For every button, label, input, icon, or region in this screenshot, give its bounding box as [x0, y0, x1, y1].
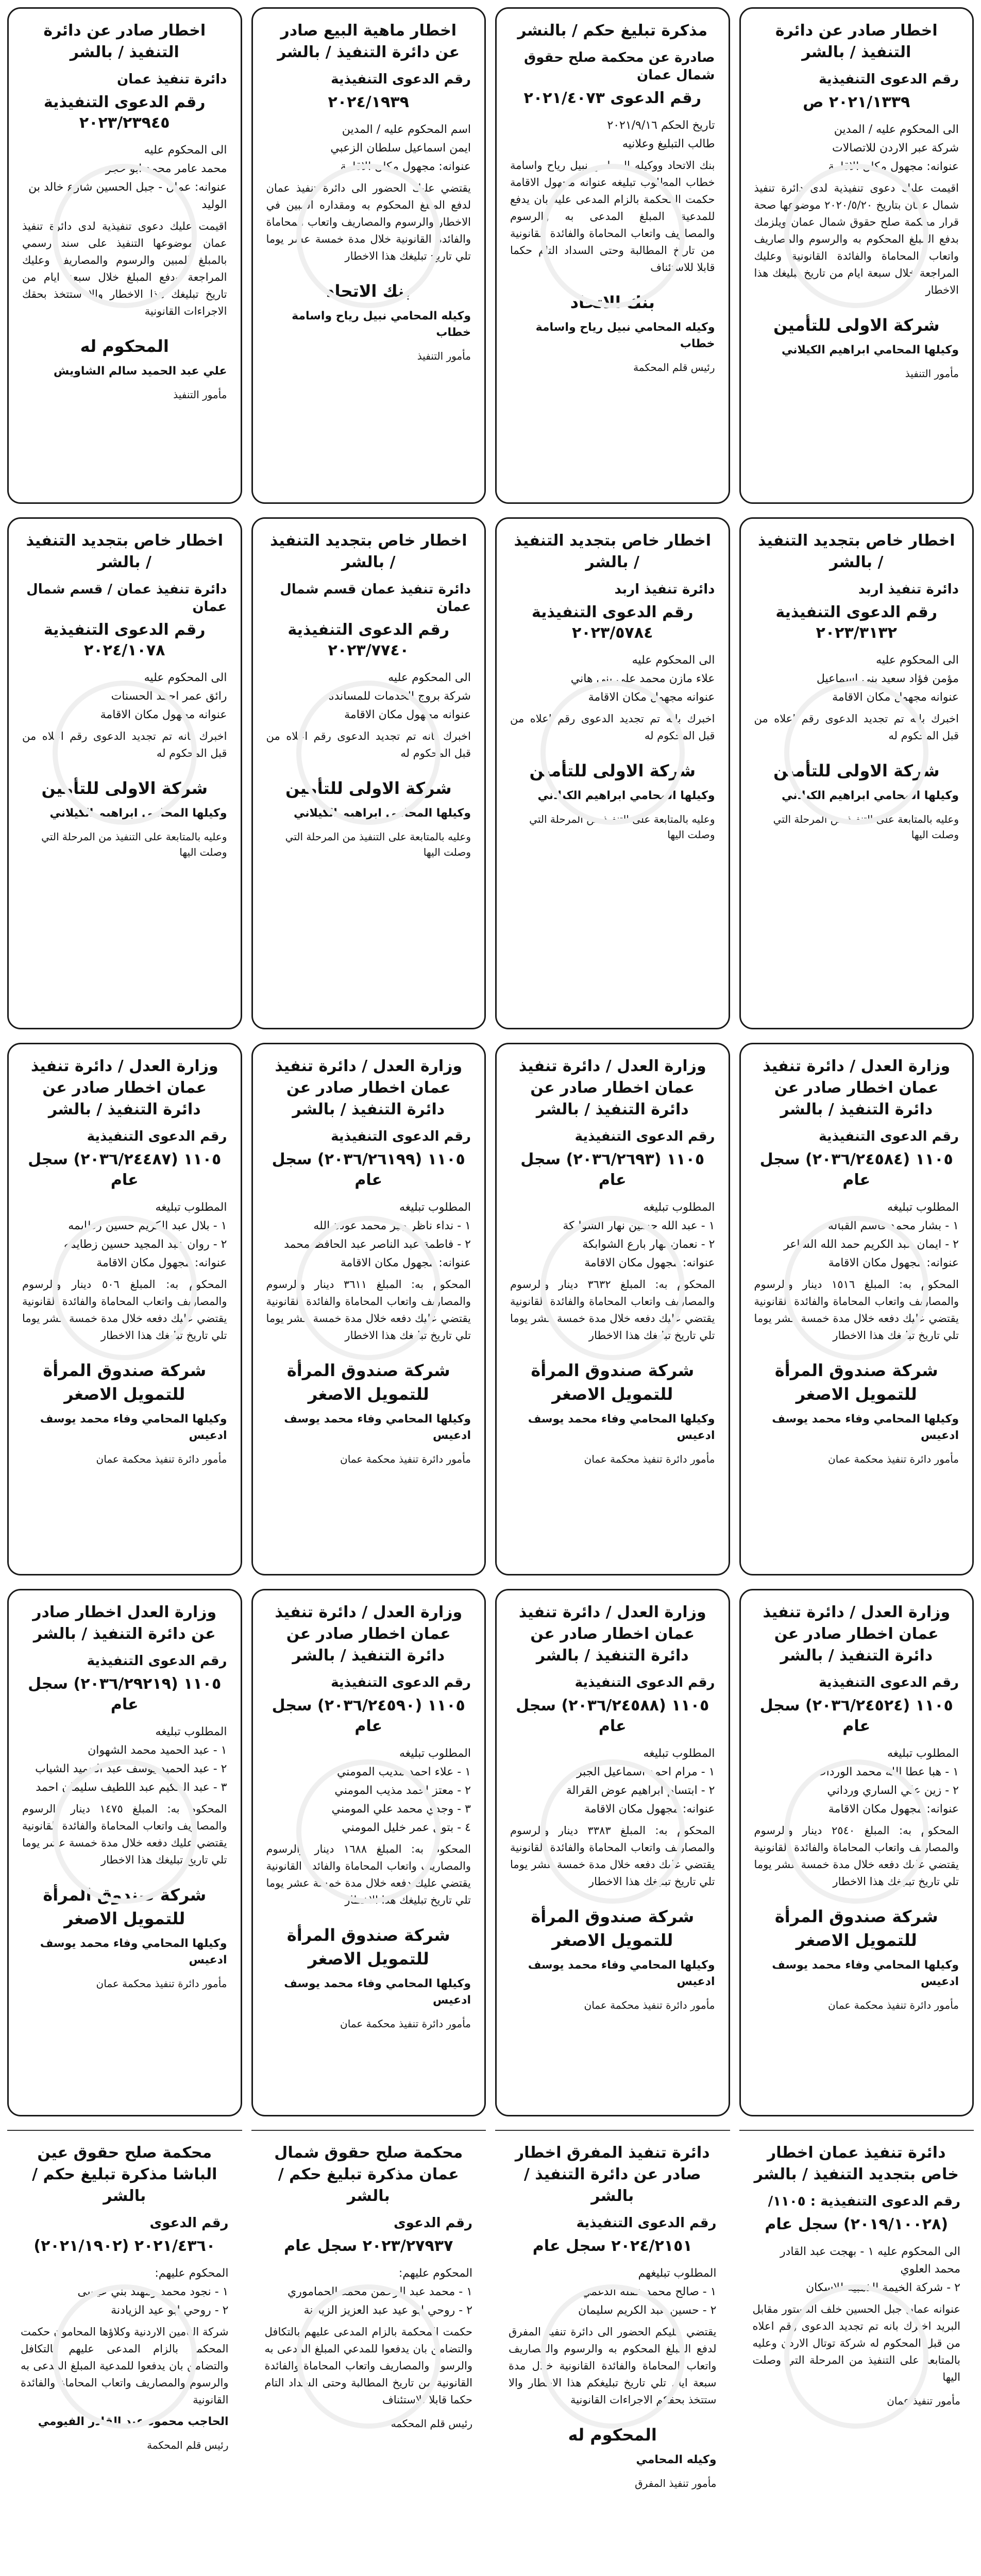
case-label: رقم الدعوى التنفيذية — [331, 1129, 471, 1144]
notice-heading: وزارة العدل اخطار صادر عن دائرة التنفيذ / بالشر — [32, 1603, 217, 1643]
notice-body: المحكوم به: المبلغ ٢٥٤٠ دينار والرسوم والمصاريف واتعاب المحاماة والفائدة القانونية يقتضي عليك دفعه خلال مدة خمسة عشر يوما تلي تاريخ تبليغك هذا الاخطار — [754, 1824, 959, 1888]
claimant-name: شركة الاولى للتأمين — [529, 761, 696, 781]
legal-notice — [495, 1043, 730, 1575]
party-line: المطلوب تبليغه — [155, 1201, 227, 1214]
claimant-name: شركة صندوق المرأة للتمويل الاصغر — [286, 1361, 450, 1404]
claimant-name: شركة الاولى للتأمين — [773, 761, 940, 781]
party-line: ٢ - ايمان عبد الكريم حمد الله الشاعر — [784, 1238, 959, 1251]
party-line: عنوانه: مجهول مكان الاقامة — [96, 1257, 227, 1269]
notice-heading: وزارة العدل / دائرة تنفيذ عمان اخطار صادر عن دائرة التنفيذ / بالشر — [518, 1057, 706, 1118]
party-line: ايمن اسماعيل سلطان الزعبي — [330, 142, 471, 155]
party-line: عنوانه مجهول مكان الاقامة — [588, 691, 715, 704]
case-number: ٢٠٢٤/٢١٥١ سجل عام — [532, 2237, 692, 2255]
case-number: ٢٠٢١/١٣٣٩ ص — [803, 93, 910, 111]
claimant-name: شركة صندوق المرأة للتمويل الاصغر — [774, 1361, 938, 1404]
notice-body: يقتضي عليكم الحضور الى دائرة تنفيذ المفرق لدفع المبلغ المحكوم به والرسوم والمصاريف واتعاب المحاماة والفائدة القانونية خلال مدة سبعة ايام تلي تاريخ تبليغكم هذا الاخطار والا ستتخذ بحقكم الاجراءات القانونية — [509, 2326, 717, 2406]
party-line: ١ - بشار محمد قاسم القبالة — [827, 1219, 959, 1232]
party-line: الى المحكوم عليه — [632, 654, 715, 667]
party-line: ٢ - شركة الخيمة الذهبية للاسكان — [805, 2281, 960, 2294]
lawyer-name: وكيله المحامي نبيل رياح واسامة خطاب — [292, 310, 471, 339]
lawyer-name: وكيلها المحامي وفاء محمد يوسف ادعيس — [772, 1959, 959, 1988]
party-line: شركة بروج الخدمات للمساندة — [328, 690, 471, 703]
notice-footer: مأمور دائرة تنفيذ محكمة عمان — [828, 1999, 959, 2011]
party-line: عنوانه: مجهول مكان الاقامة — [828, 1803, 959, 1816]
party-line: اسم المحكوم عليه / المدين — [342, 123, 471, 136]
lawyer-name: وكيلها المحامي وفاء محمد يوسف ادعيس — [284, 1977, 471, 2007]
party-line: ١ - عبد الله حسين نهار الشوابكة — [563, 1219, 715, 1232]
legal-notice — [251, 517, 486, 1029]
notice-body: اقيمت عليك دعوى تنفيذية لدى دائرة تنفيذ عمان موضوعها التنفيذ على سند رسمي بالمبلغ المبين والرسوم والمصاريف وعليك المراجعة ودفع المبلغ خلال سبعة ايام من تاريخ تبليغك هذا الاخطار والا ستتخذ بحقك الاجراءات القانونية — [22, 220, 227, 317]
case-number: رقم الدعوى التنفيذية ٢٠٢٣/٥٧٨٤ — [531, 603, 694, 642]
case-label: دائرة تنفيذ عمان / قسم شمال عمان — [26, 582, 227, 615]
party-line: ١ - عبد الحميد محمد الشهوان — [88, 1744, 227, 1757]
notice-heading: دائرة تنفيذ المفرق اخطار صادر عن دائرة التنفيذ / بالشر — [515, 2144, 710, 2205]
party-line: عنوانه مجهول مكان الاقامة — [832, 691, 959, 704]
legal-notice — [739, 517, 974, 1029]
case-number: ١١٠٥ (٢٠٣٦/٢٤٥٨٤) سجل عام — [759, 1150, 953, 1189]
case-number: ٢٠٢٤/١٩٣٩ — [328, 93, 409, 111]
lawyer-name: وكيلها المحامي ابراهيم الكيلاني — [781, 789, 959, 802]
notice-body: اخبرك بانه تم تجديد الدعوى رقم اعلاه من قبل المحكوم له — [266, 730, 471, 759]
case-number: ١١٠٥ (٢٠٣٦/٢٤٥٩٠) سجل عام — [272, 1697, 465, 1735]
case-label: رقم الدعوى — [393, 2215, 472, 2231]
party-line: عنوانه مجهول مكان الاقامة — [100, 708, 227, 721]
party-line: عنوانه: مجهول مكان الاقامة — [340, 160, 471, 173]
notice-footer: وعليه بالمتابعة على التنفيذ من المرحلة التي وصلت اليها — [773, 813, 959, 841]
claimant-name: المحكوم له — [80, 336, 169, 356]
legal-notice — [7, 7, 242, 504]
notice-heading: دائرة تنفيذ عمان اخطار خاص بتجديد التنفيذ / بالشر — [754, 2144, 959, 2183]
claimant-name: بنك الاتحاد — [570, 293, 655, 312]
legal-notice — [495, 517, 730, 1029]
party-line: ٢ - عبد الحميد يوسف عبد الحميد الشياب — [35, 1762, 227, 1775]
party-line: ١ - بلال عبد الكريم حسين زطايمه — [68, 1219, 227, 1232]
legal-notice — [251, 7, 486, 504]
case-label: رقم الدعوى التنفيذية — [819, 72, 959, 87]
notice-heading: محكمة صلح حقوق شمال عمان مذكرة تبليغ حكم / بالشر — [274, 2144, 463, 2205]
party-line: ٢ - روحي ابو عيد عبد العزيز الزيادنة — [303, 2304, 472, 2317]
case-label: رقم الدعوى التنفيذية — [819, 1675, 959, 1690]
notice-body: المحكوم به: المبلغ ١٤٧٥ دينار والرسوم والمصاريف واتعاب المحاماة والفائدة القانونية يقتضي عليك دفعه خلال مدة خمسة عشر يوما تلي تاريخ تبليغك هذا الاخطار — [22, 1803, 227, 1866]
notice-footer: مأمور التنفيذ — [905, 367, 959, 380]
party-line: ٢ - حسين عبد الكريم سليمان — [578, 2304, 717, 2317]
legal-notice — [7, 517, 242, 1029]
lawyer-name: وكيلها المحامي وفاء محمد يوسف ادعيس — [772, 1413, 959, 1442]
legal-notice — [251, 1589, 486, 2116]
notice-body: عنوانه عمان جبل الحسين خلف الدستور مقابل البريد اخبرك بانه تم تجديد الدعوى رقم اعلاه من قبل المحكوم له شركة توتال الاردن وعليه بالمتابعة على التنفيذ من المرحلة التي وصلت اليها — [752, 2303, 960, 2383]
party-line: ٢ - ابتسام ابراهيم عوض القرالة — [566, 1784, 715, 1797]
case-number: ٢٠٢١/٤٣٦٠ (٢٠٢١/١٩٠٢) — [33, 2237, 216, 2255]
notice-body: المحكوم به: المبلغ ٥٠٦ دينار والرسوم والمصاريف واتعاب المحاماة والفائدة القانونية يقتضي عليك دفعه خلال مدة خمسة عشر يوما تلي تاريخ تبليغك هذا الاخطار — [22, 1278, 227, 1342]
notice-footer: مأمور تنفيذ المفرق — [635, 2477, 717, 2489]
legal-notice — [7, 2130, 242, 2576]
case-label: دائرة تنفيذ اربد — [858, 582, 959, 597]
party-line: تاريخ الحكم ٢٠٢١/٩/١٦ — [607, 119, 715, 132]
notice-footer: وعليه بالمتابعة على التنفيذ من المرحلة التي وصلت اليها — [529, 813, 715, 841]
lawyer-name: وكيلها المحامي وفاء محمد يوسف ادعيس — [284, 1413, 471, 1442]
case-label: رقم الدعوى التنفيذية — [87, 1653, 227, 1669]
party-line: ٢ - فاطمة عبد الناصر عبد الحافظ محمد — [284, 1238, 471, 1251]
case-number: رقم الدعوى التنفيذية ٢٠٢٣/٣١٣٢ — [775, 603, 938, 642]
case-label: رقم الدعوى التنفيذية — [87, 1129, 227, 1144]
party-line: عنوانه: مجهول مكان الاقامة — [584, 1257, 715, 1269]
notice-heading: اخطار خاص بتجديد التنفيذ / بالشر — [514, 532, 711, 571]
party-line: ١ - صالح محمد عقلة الدغمي — [581, 2285, 717, 2298]
notice-footer: مأمور التنفيذ — [417, 350, 471, 362]
claimant-name: شركة صندوق المرأة للتمويل الاصغر — [774, 1907, 938, 1950]
lawyer-name: وكيلها المحامي ابراهيم الكيلاني — [537, 789, 715, 802]
party-line: الى المحكوم عليه / المدين — [834, 123, 959, 136]
notice-body: المحكوم به: المبلغ ٣٦٣٢ دينار والرسوم والمصاريف واتعاب المحاماة والفائدة القانونية يقتضي عليك دفعه خلال مدة خمسة عشر يوما تلي تاريخ تبليغك هذا الاخطار — [510, 1278, 715, 1342]
notice-body: شركة التأمين الاردنية وكلاؤها المحامون حكمت المحكمة بالزام المدعى عليهم بالتكافل والتضامن بان يدفعوا للمدعية المبلغ المدعى به والرسوم والمصاريف واتعاب المحاماة والفائدة القانونية — [21, 2326, 229, 2406]
lawyer-name: وكيلها المحامي ابراهيم الكيلاني — [781, 344, 959, 357]
claimant-name: شركة الاولى للتأمين — [285, 778, 452, 798]
notice-footer: مأمور دائرة تنفيذ محكمة عمان — [584, 1999, 715, 2011]
party-line: ١ - محمد عبد الرحمن محمد الحماموري — [287, 2285, 472, 2298]
party-line: عنوانه: مجهول مكان الاقامة — [828, 1257, 959, 1269]
lawyer-name: وكيلها المحامي وفاء محمد يوسف ادعيس — [528, 1959, 715, 1988]
legal-notice — [495, 2130, 730, 2576]
notice-footer: مأمور دائرة تنفيذ محكمة عمان — [96, 1977, 227, 1990]
party-line: المطلوب تبليغه — [155, 1725, 227, 1738]
party-line: محمد عامر محمد ابو حجر — [105, 162, 227, 175]
lawyer-name: علي عبد الحميد سالم الشاويش — [53, 365, 227, 378]
party-line: المحكوم عليهم: — [155, 2267, 229, 2280]
case-number: رقم الدعوى ٢٠٢١/٤٠٧٣ — [523, 89, 701, 107]
notice-body: اخبرك بانه تم تجديد الدعوى رقم اعلاه من قبل المحكوم له — [510, 713, 715, 742]
notice-heading: وزارة العدل / دائرة تنفيذ عمان اخطار صادر عن دائرة التنفيذ / بالشر — [30, 1057, 218, 1118]
party-line: الى المحكوم عليه — [876, 654, 959, 667]
case-number: ١١٠٥ (٢٠٣٦/٢٤٥٢٤) سجل عام — [759, 1697, 953, 1735]
party-line: المطلوب تبليغه — [643, 1201, 715, 1214]
notice-body: المحكوم به: المبلغ ١٥١٦ دينار والرسوم والمصاريف واتعاب المحاماة والفائدة القانونية يقتضي عليك دفعه خلال مدة خمسة عشر يوما تلي تاريخ تبليغك هذا الاخطار — [754, 1278, 959, 1342]
case-label: رقم الدعوى التنفيذية — [574, 1675, 715, 1690]
party-line: المطلوب تبليغهم — [638, 2267, 717, 2280]
claimant-name: شركة صندوق المرأة للتمويل الاصغر — [43, 1885, 207, 1928]
claimant-name: شركة صندوق المرأة للتمويل الاصغر — [531, 1361, 695, 1404]
notice-heading: محكمة صلح حقوق عين الباشا مذكرة تبليغ حكم / بالشر — [32, 2144, 217, 2205]
party-line: المطلوب تبليغه — [399, 1201, 471, 1214]
party-line: مؤمن فؤاد سعيد بني اسماعيل — [816, 672, 959, 685]
notice-body: المحكوم به: المبلغ ١٦٨٨ دينار والرسوم والمصاريف واتعاب المحاماة والفائدة القانونية يقتضي عليك دفعه خلال مدة خمسة عشر يوما تلي تاريخ تبليغك هذا الاخطار — [266, 1843, 471, 1906]
case-label: دائرة تنفيذ عمان — [116, 72, 227, 87]
party-line: عنوانه: مجهول مكان الاقامة — [340, 1257, 471, 1269]
party-line: طالب التبليغ وعلانيه — [622, 138, 715, 150]
party-line: ٢ - روحي ابو عيد الزيادنة — [111, 2304, 229, 2317]
notice-footer: رئيس قلم المحكمة — [633, 361, 715, 374]
party-line: المطلوب تبليغه — [887, 1201, 959, 1214]
party-line: عنوانه: مجهول مكان الاقامة — [584, 1803, 715, 1816]
claimant-name: شركة الاولى للتأمين — [41, 778, 208, 798]
case-label: رقم الدعوى التنفيذية — [819, 1129, 959, 1144]
party-line: ١ - هبا عطا الله محمد الوردات — [815, 1766, 959, 1778]
case-label: رقم الدعوى التنفيذية — [574, 1129, 715, 1144]
party-line: علاء مازن محمد علي بني هاني — [570, 672, 715, 685]
lawyer-name: وكيلها المحامي ابراهيم الكيلاني — [49, 807, 227, 820]
notice-body: اخبرك بانه تم تجديد الدعوى رقم اعلاه من قبل المحكوم له — [22, 730, 227, 759]
legal-notice — [739, 2130, 974, 2576]
claimant-name: شركة الاولى للتأمين — [773, 315, 940, 335]
party-line: المطلوب تبليغه — [399, 1747, 471, 1760]
party-line: الى المحكوم عليه ١ - بهجت عبد القادر محمد العلوي — [780, 2245, 960, 2276]
notice-footer: رئيس قلم المحكمة — [147, 2439, 229, 2451]
legal-notice — [7, 1589, 242, 2116]
claimant-name: شركة صندوق المرأة للتمويل الاصغر — [531, 1907, 695, 1950]
party-line: عنوانه مجهول مكان الاقامة — [344, 708, 471, 721]
party-line: ١ - نجود محمد ومهند بني عيسى — [77, 2285, 229, 2298]
notice-heading: اخطار ماهية البيع صادر عن دائرة التنفيذ / بالشر — [277, 22, 460, 61]
party-line: الى المحكوم عليه — [144, 144, 227, 157]
party-line: ٢ - نعمان نهار بارع الشوابكة — [582, 1238, 715, 1251]
notice-footer: مأمور دائرة تنفيذ محكمة عمان — [340, 1453, 471, 1465]
lawyer-name: وكيلها المحامي ابراهيم الكيلاني — [293, 807, 471, 820]
party-line: ٣ - عبد الحكيم عبد اللطيف سليمان احمد — [36, 1781, 227, 1794]
legal-notice — [7, 1043, 242, 1575]
party-line: ١ - علاء احمد مذيب المومني — [336, 1766, 471, 1778]
legal-notice — [739, 7, 974, 504]
case-number: ١١٠٥ (٢٠٣٦/٢٩٢١٩) سجل عام — [28, 1675, 222, 1714]
notice-footer: وعليه بالمتابعة على التنفيذ من المرحلة التي وصلت اليها — [285, 831, 471, 858]
notice-body: المحكوم به: المبلغ ٣٣٨٣ دينار والرسوم والمصاريف واتعاب المحاماة والفائدة القانونية يقتضي عليك دفعه خلال مدة خمسة عشر يوما تلي تاريخ تبليغك هذا الاخطار — [510, 1824, 715, 1888]
lawyer-name: وكيلها المحامي وفاء محمد يوسف ادعيس — [528, 1413, 715, 1442]
party-line: ٢ - زين علي الساري ورداني — [827, 1784, 959, 1797]
legal-notice — [251, 1043, 486, 1575]
case-number: ١١٠٥ (٢٠٣٦/٢٤٥٨٨) سجل عام — [516, 1697, 709, 1735]
case-number: رقم الدعوى التنفيذية ٢٠٢٤/١٠٧٨ — [43, 621, 206, 659]
legal-notice — [739, 1589, 974, 2116]
party-line: المطلوب تبليغه — [887, 1747, 959, 1760]
party-line: عنوانه: مجهول مكان الاقامة — [828, 160, 959, 173]
case-number: ١١٠٥ (٢٠٣٦/٢٦١٩٩) سجل عام — [272, 1150, 465, 1189]
case-number: ١١٠٥ (٢٠٣٦/٢٤٤٨٧) سجل عام — [28, 1150, 222, 1189]
case-number: رقم الدعوى التنفيذية ٢٠٢٣/٢٣٩٤٥ — [43, 93, 206, 132]
party-line: ١ - نداء ناظر جبر محمد عودة الله — [313, 1219, 471, 1232]
case-number: (٢٠١٩/١٠٠٢٨) سجل عام — [765, 2215, 949, 2233]
case-number: ٢٠٢٣/٢٧٩٣٧ سجل عام — [284, 2237, 453, 2255]
notice-footer: مأمور تنفيذ عمان — [887, 2395, 960, 2407]
case-label: دائرة تنفيذ اربد — [614, 582, 715, 597]
case-number: ١١٠٥ (٢٠٣٦/٢٦٩٣) سجل عام — [520, 1150, 705, 1189]
lawyer-name: وكيله المحامي — [636, 2453, 717, 2466]
party-line: ٤ - بتول عمر خليل المومني — [342, 1821, 471, 1834]
party-line: ٣ - وجدي محمد علي المومني — [331, 1803, 471, 1816]
claimant-name: المحكوم له — [568, 2425, 657, 2445]
notice-heading: وزارة العدل / دائرة تنفيذ عمان اخطار صادر عن دائرة التنفيذ / بالشر — [763, 1057, 951, 1118]
notice-footer: مأمور دائرة تنفيذ محكمة عمان — [340, 2018, 471, 2030]
notice-heading: اخطار صادر عن دائرة التنفيذ / بالشر — [43, 22, 206, 61]
notice-body: حكمت المحكمة بالزام المدعى عليهم بالتكافل والتضامن بان يدفعوا للمدعي المبلغ المدعى به والرسوم والمصاريف واتعاب المحاماة والفائدة القانونية من تاريخ المطالبة وحتى السداد التام حكما قابلا للاستئناف — [264, 2326, 472, 2406]
notice-footer: وعليه بالمتابعة على التنفيذ من المرحلة التي وصلت اليها — [41, 831, 227, 858]
party-line: الى المحكوم عليه — [144, 671, 227, 684]
party-line: ١ - مرام احمد اسماعيل الجبر — [576, 1766, 715, 1778]
notice-body: اقيمت عليك دعوى تنفيذية لدى دائرة تنفيذ شمال عمان بتاريخ ٢٠٢٠/٥/٢٠ موضوعها صحة قرار محكمة صلح حقوق شمال عمان ويلزمك بدفع المبلغ المحكوم به والرسوم والمصاريف واتعاب المحاماة والفائدة القانونية وعليك المراجعة خلال سبعة ايام من تاريخ تبليغك هذا الاخطار — [754, 182, 959, 296]
party-line: ٢ - معتز احمد مذيب المومني — [334, 1784, 471, 1797]
party-line: المطلوب تبليغه — [643, 1747, 715, 1760]
notice-heading: مذكرة تبليغ حكم / بالنشر — [517, 22, 708, 40]
notice-body: المحكوم به: المبلغ ٣٦١١ دينار والرسوم والمصاريف واتعاب المحاماة والفائدة القانونية يقتضي عليك دفعه خلال مدة خمسة عشر يوما تلي تاريخ تبليغك هذا الاخطار — [266, 1278, 471, 1342]
notice-body: يقتضي عليك الحضور الى دائرة تنفيذ عمان لدفع المبلغ المحكوم به ومقداره المبين في الاخطار والرسوم والمصاريف واتعاب المحاماة والفائدة القانونية خلال مدة خمسة عشر يوما تلي تاريخ تبليغك هذا الاخطار — [266, 182, 471, 262]
case-label: صادرة عن محكمة صلح حقوق شمال عمان — [523, 50, 715, 83]
notice-body: اخبرك بانه تم تجديد الدعوى رقم اعلاه من قبل المحكوم له — [754, 713, 959, 742]
notice-heading: وزارة العدل / دائرة تنفيذ عمان اخطار صادر عن دائرة التنفيذ / بالشر — [275, 1603, 463, 1665]
party-line: ٢ - روان عبد المجيد حسين زطايمه — [63, 1238, 227, 1251]
case-label: دائرة تنفيذ عمان قسم شمال عمان — [280, 582, 471, 615]
claimant-name: شركة صندوق المرأة للتمويل الاصغر — [286, 1925, 450, 1969]
notice-heading: وزارة العدل / دائرة تنفيذ عمان اخطار صادر عن دائرة التنفيذ / بالشر — [763, 1603, 951, 1665]
notice-heading: اخطار خاص بتجديد التنفيذ / بالشر — [270, 532, 467, 571]
legal-notice — [495, 1589, 730, 2116]
party-line: عنوانه: عمان - جبل الحسين شارع خالد بن الوليد — [28, 181, 227, 211]
claimant-name: شركة صندوق المرأة للتمويل الاصغر — [43, 1361, 207, 1404]
legal-notice — [739, 1043, 974, 1575]
lawyer-name: الحاجب محمود عبد القادر الفيومي — [38, 2415, 229, 2428]
case-label: رقم الدعوى التنفيذية — [331, 72, 471, 87]
case-label: رقم الدعوى التنفيذية : ١١٠٥/ — [768, 2194, 960, 2209]
lawyer-name: وكيلها المحامي وفاء محمد يوسف ادعيس — [40, 1937, 227, 1967]
notice-heading: اخطار صادر عن دائرة التنفيذ / بالشر — [775, 22, 938, 61]
notice-heading: وزارة العدل / دائرة تنفيذ عمان اخطار صادر عن دائرة التنفيذ / بالشر — [275, 1057, 463, 1118]
legal-notice — [251, 2130, 486, 2576]
notice-body: بنك الاتحاد ووكيله المحامي نبيل رياح واسامة خطاب المطلوب تبليغه عنوانه مجهول الاقامة حكمت المحكمة بالزام المدعى عليه بان يدفع للمدعية المبلغ المدعى به والرسوم والمصاريف واتعاب المحاماة والفائدة القانونية من تاريخ المطالبة وحتى السداد التام حكما قابلا للاستئناف — [510, 159, 715, 274]
claimant-name: بنك الاتحاد — [326, 281, 411, 301]
party-line: المحكوم عليهم: — [398, 2267, 472, 2280]
legal-notice — [495, 7, 730, 504]
lawyer-name: وكيله المحامي نبيل رياح واسامة خطاب — [535, 321, 715, 350]
lawyer-name: وكيلها المحامي وفاء محمد يوسف ادعيس — [40, 1413, 227, 1442]
notice-heading: اخطار خاص بتجديد التنفيذ / بالشر — [758, 532, 955, 571]
notice-footer: رئيس قلم المحكمة — [391, 2417, 472, 2430]
notice-footer: مأمور دائرة تنفيذ محكمة عمان — [584, 1453, 715, 1465]
case-label: رقم الدعوى التنفيذية — [331, 1675, 471, 1690]
party-line: رائق عمر احمد الحسنات — [111, 690, 227, 703]
case-label: رقم الدعوى — [149, 2215, 229, 2231]
notice-footer: مأمور دائرة تنفيذ محكمة عمان — [96, 1453, 227, 1465]
case-number: رقم الدعوى التنفيذية ٢٠٢٣/٧٧٤٠ — [287, 621, 450, 659]
case-label: رقم الدعوى التنفيذية — [576, 2215, 717, 2231]
notice-footer: مأمور التنفيذ — [173, 388, 227, 401]
party-line: شركة عبر الاردن للاتصالات — [832, 142, 959, 155]
notice-heading: وزارة العدل / دائرة تنفيذ عمان اخطار صادر عن دائرة التنفيذ / بالشر — [518, 1603, 706, 1665]
notice-footer: مأمور دائرة تنفيذ محكمة عمان — [828, 1453, 959, 1465]
party-line: الى المحكوم عليه — [388, 671, 471, 684]
notice-heading: اخطار خاص بتجديد التنفيذ / بالشر — [26, 532, 223, 571]
